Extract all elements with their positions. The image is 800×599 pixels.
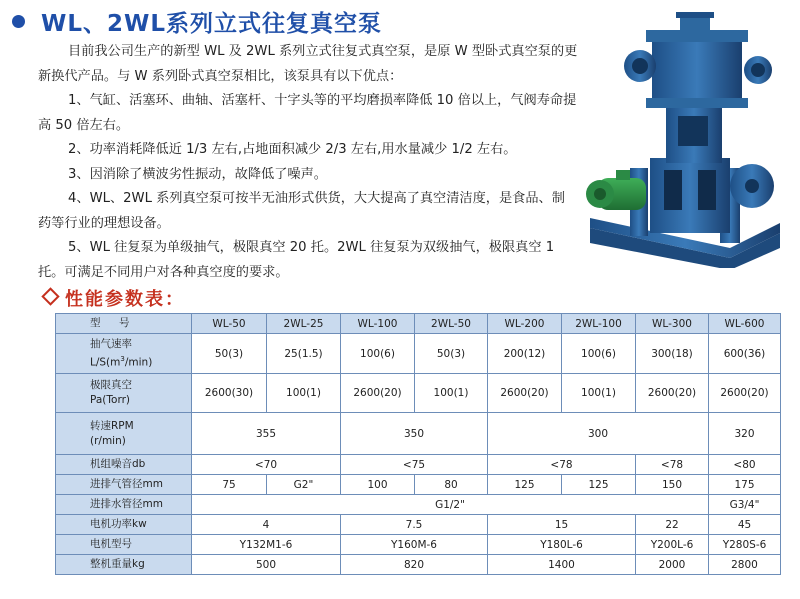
table-row: [56, 413, 781, 455]
table-row: [56, 495, 781, 515]
weight-cell: 500: [192, 555, 341, 575]
model-cell: 2WL-100: [562, 314, 636, 334]
table-row: [56, 555, 781, 575]
advantage-2: 2、功率消耗降低近 1/3 左右,占地面积减少 2/3 左右,用水量减少 1/2 左右。: [68, 142, 517, 157]
page-title: WL、2WL系列立式往复真空泵: [41, 10, 383, 37]
vacuum-cell: 2600(20): [341, 374, 415, 413]
advantage-1: 1、气缸、活塞环、曲轴、活塞杆、十字头等的平均磨损率降低 10 倍以上，气阀寿命提高 50 倍左右。: [38, 93, 577, 133]
intro-text: [38, 40, 578, 285]
speed-unit-sup: 3: [120, 354, 125, 363]
gas-pipe-cell: G2": [267, 475, 341, 495]
model-cell: WL-50: [192, 314, 267, 334]
speed-cell: 100(6): [341, 334, 415, 374]
advantage-5: 5、WL 往复泵为单级抽气，极限真空 20 托。2WL 往复泵为双级抽气，极限真空 1 托。可满足不同用户对各种真空度的要求。: [38, 240, 555, 280]
table-row: [56, 314, 781, 334]
performance-title: 性能参数表：: [65, 289, 185, 310]
gas-pipe-cell: 125: [562, 475, 636, 495]
gas-pipe-cell: 125: [488, 475, 562, 495]
speed-cell: 25(1.5): [267, 334, 341, 374]
table-row: [56, 334, 781, 374]
table-row: [56, 535, 781, 555]
gas-pipe-cell: 100: [341, 475, 415, 495]
power-cell: 15: [488, 515, 636, 535]
noise-cell: <70: [192, 455, 341, 475]
motor-cell: Y160M-6: [341, 535, 488, 555]
gas-pipe-cell: 175: [709, 475, 781, 495]
speed-unit-pre: L/S(m: [90, 356, 121, 369]
rpm-unit: (r/min): [90, 434, 126, 447]
speed-cell: 600(36): [709, 334, 781, 374]
diamond-icon: [41, 287, 59, 305]
speed-label-cell: [56, 334, 192, 374]
model-label: 型 号: [56, 314, 192, 334]
noise-cell: <75: [341, 455, 488, 475]
motor-cell: Y280S-6: [709, 535, 781, 555]
speed-cell: 50(3): [415, 334, 488, 374]
advantage-3: 3、因消除了横波劣性振动，故降低了噪声。: [68, 166, 327, 182]
table-row: [56, 455, 781, 475]
vacuum-cell: 100(1): [267, 374, 341, 413]
vacuum-cell: 2600(20): [636, 374, 709, 413]
water-pipe-cell: G3/4": [709, 495, 781, 515]
table-row: [56, 515, 781, 535]
weight-cell: 820: [341, 555, 488, 575]
rpm-cell: 320: [709, 413, 781, 455]
model-cell: WL-100: [341, 314, 415, 334]
model-cell: WL-300: [636, 314, 709, 334]
motor-cell: Y132M1-6: [192, 535, 341, 555]
table-row: [56, 374, 781, 413]
table-row: [56, 475, 781, 495]
noise-cell: <80: [709, 455, 781, 475]
motor-label: 电机型号: [56, 535, 192, 555]
speed-cell: 200(12): [488, 334, 562, 374]
speed-cell: 50(3): [192, 334, 267, 374]
vacuum-pump-image: [580, 8, 785, 268]
rpm-cell: 300: [488, 413, 709, 455]
motor-cell: Y180L-6: [488, 535, 636, 555]
noise-label: 机组噪音db: [56, 455, 192, 475]
performance-table: [55, 313, 781, 575]
speed-cell: 300(18): [636, 334, 709, 374]
water-pipe-label: 进排水管径mm: [56, 495, 192, 515]
weight-cell: 1400: [488, 555, 636, 575]
model-cell: 2WL-50: [415, 314, 488, 334]
vacuum-cell: 100(1): [415, 374, 488, 413]
gas-pipe-label: 进排气管径mm: [56, 475, 192, 495]
speed-cell: 100(6): [562, 334, 636, 374]
power-label: 电机功率kw: [56, 515, 192, 535]
vacuum-label-cell: [56, 374, 192, 413]
water-pipe-cell: G1/2": [192, 495, 709, 515]
weight-cell: 2000: [636, 555, 709, 575]
title-row: [12, 6, 382, 36]
intro-paragraph: 目前我公司生产的新型 WL 及 2WL 系列立式往复式真空泵，是原 W 型卧式真空泵的更新换代产品。与 W 系列卧式真空泵相比，该泵具有以下优点：: [38, 44, 578, 84]
rpm-label-cell: [56, 413, 192, 455]
vacuum-cell: 100(1): [562, 374, 636, 413]
noise-cell: <78: [488, 455, 636, 475]
rpm-label: 转速RPM: [90, 419, 134, 432]
power-cell: 45: [709, 515, 781, 535]
gas-pipe-cell: 75: [192, 475, 267, 495]
power-cell: 4: [192, 515, 341, 535]
advantage-4: 4、WL、2WL 系列真空泵可按半无油形式供货，大大提高了真空清洁度，是食品、制药等行业的理想设备。: [38, 191, 565, 231]
vacuum-cell: 2600(30): [192, 374, 267, 413]
gas-pipe-cell: 80: [415, 475, 488, 495]
noise-cell: <78: [636, 455, 709, 475]
model-cell: 2WL-25: [267, 314, 341, 334]
performance-heading: [44, 285, 185, 311]
motor-cell: Y200L-6: [636, 535, 709, 555]
vacuum-label: 极限真空: [90, 379, 132, 391]
speed-unit-post: /min): [124, 356, 153, 369]
gas-pipe-cell: 150: [636, 475, 709, 495]
vacuum-cell: 2600(20): [488, 374, 562, 413]
rpm-cell: 355: [192, 413, 341, 455]
weight-label: 整机重量kg: [56, 555, 192, 575]
rpm-cell: 350: [341, 413, 488, 455]
power-cell: 22: [636, 515, 709, 535]
model-cell: WL-200: [488, 314, 562, 334]
title-bullet-icon: [12, 15, 25, 28]
vacuum-cell: 2600(20): [709, 374, 781, 413]
vacuum-unit: Pa(Torr): [90, 394, 130, 406]
weight-cell: 2800: [709, 555, 781, 575]
model-cell: WL-600: [709, 314, 781, 334]
power-cell: 7.5: [341, 515, 488, 535]
speed-label: 抽气速率: [90, 337, 132, 350]
